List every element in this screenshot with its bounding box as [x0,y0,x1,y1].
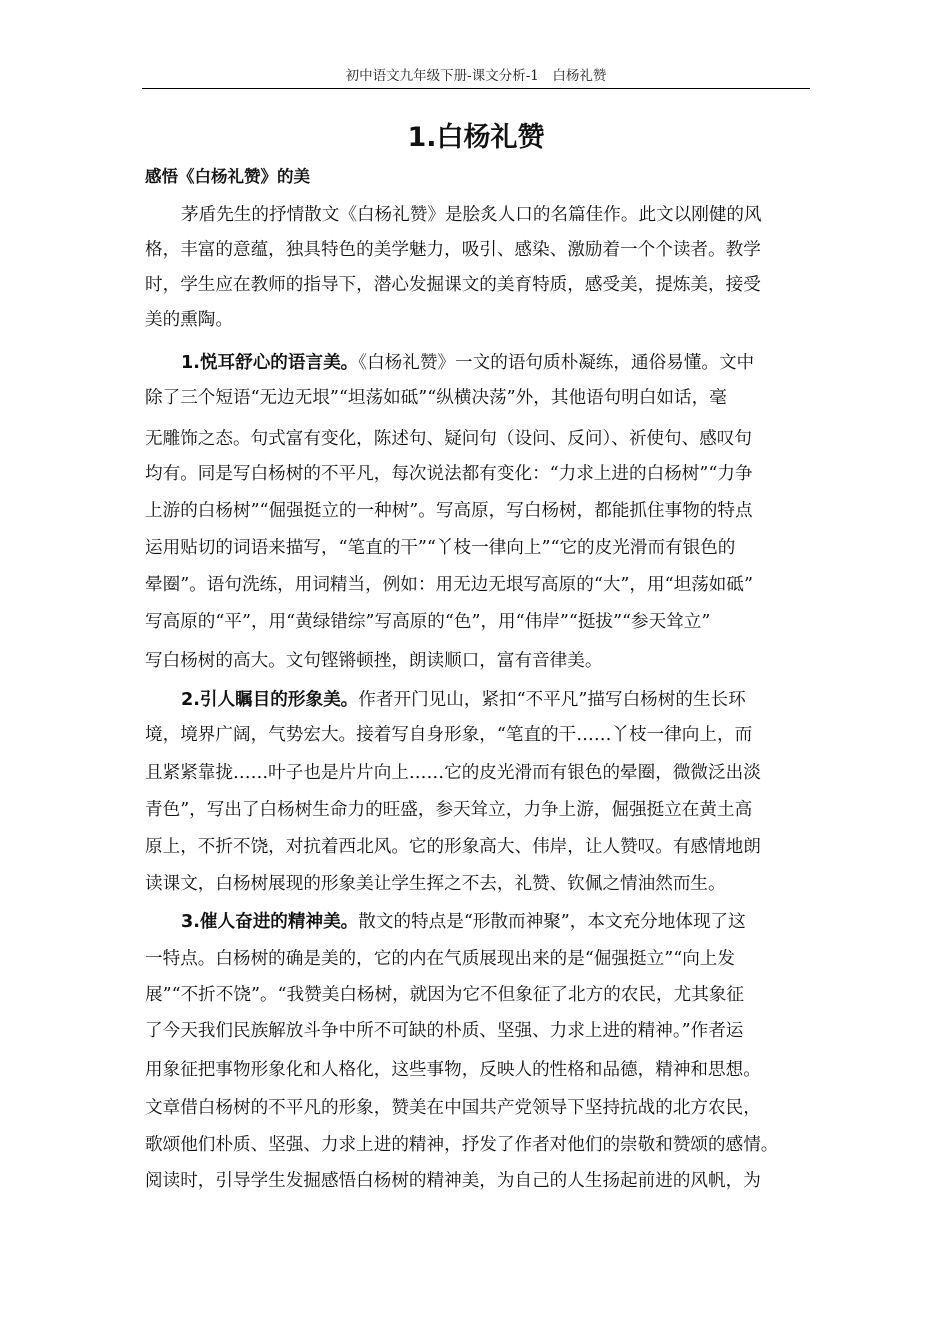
line-text: 上游的白杨树”“倔强挺立的一种树”。写高原，写白杨树，都能抓住事物的特点 [145,501,753,521]
line-text: 无雕饰之态。句式富有变化，陈述句、疑问句（设问、反问）、祈使句、感叹句 [145,429,752,449]
line-text: 茅盾先生的抒情散文《白杨礼赞》是脍炙人口的名篇佳作。此文以刚健的风 [181,205,762,225]
section-heading: 感悟《白杨礼赞》的美 [145,167,310,186]
line-text: 展”“不折不饶”。“我赞美白杨树，就因为它不但象征了北方的农民，尤其象征 [145,985,744,1005]
line-text: 时，学生应在教师的指导下，潜心发掘课文的美育特质，感受美，提炼美，接受 [145,275,761,295]
line-text: 运用贴切的词语来描写，“笔直的干”“丫枝一律向上”“它的皮光滑而有银色的 [145,538,736,558]
body-text-line [181,683,746,717]
line-text: 且紧紧靠拢……叶子也是片片向上……它的皮光滑而有银色的晕圈，微微泛出淡 [145,763,761,783]
body-text-line [145,942,735,976]
line-text: 歌颂他们朴质、坚强、力求上进的精神，抒发了作者对他们的崇敬和赞颂的感情。 [145,1135,779,1155]
body-text-line [145,978,744,1012]
body-text-line [145,867,726,901]
line-text: 散文的特点是“形散而神聚”，本文充分地体现了这 [358,912,746,932]
document-title: 1.白杨礼赞 [407,122,545,153]
body-text-line [181,905,746,939]
body-text-line [145,268,761,302]
body-text-line [145,830,761,864]
body-text-line [145,233,761,267]
body-text-line [145,531,735,565]
point-heading: 2.引人瞩目的形象美。 [181,690,359,710]
header-rule [142,88,810,89]
body-text-line [145,457,753,491]
body-text-line [145,1128,778,1162]
line-text: 除了三个短语“无边无垠”“坦荡如砥”“纵横决荡”外，其他语句明白如话，毫 [145,388,727,408]
body-text-line [181,198,762,232]
line-text: 文章借白杨树的不平凡的形象，赞美在中国共产党领导下坚持抗战的北方农民， [145,1098,761,1118]
line-text: 用象征把事物形象化和人格化，这些事物，反映人的性格和品德，精神和思想。 [145,1060,761,1080]
body-text-line [145,303,233,337]
line-text: 《白杨礼赞》一文的语句质朴凝练，通俗易懂。文中 [358,353,755,373]
body-text-line [145,718,752,752]
body-text-line [145,568,753,602]
body-text-line [145,1014,743,1048]
body-text-line [145,644,602,678]
line-text: 阅读时，引导学生发掘感悟白杨树的精神美，为自己的人生扬起前进的风帆，为 [145,1171,761,1191]
body-text-line [181,346,754,380]
running-header: 初中语文九年级下册-课文分析-1 白杨礼赞 [345,68,607,84]
line-text: 境，境界广阔，气势宏大。接着写自身形象，“笔直的干……丫枝一律向上，而 [145,725,753,745]
body-text-line [145,1053,761,1087]
body-text-line [145,756,761,790]
body-text-line [145,381,727,415]
line-text: 了今天我们民族解放斗争中所不可缺的朴质、坚强、力求上进的精神。”作者运 [145,1021,744,1041]
line-text: 青色”，写出了白杨树生命力的旺盛，参天耸立，力争上游，倔强挺立在黄土高 [145,800,753,820]
line-text: 写高原的“平”，用“黄绿错综”写高原的“色”，用“伟岸”“挺拔”“参天耸立” [145,612,711,632]
line-text: 作者开门见山，紧扣“不平凡”描写白杨树的生长环 [358,690,746,710]
line-text: 晕圈”。语句洗练，用词精当，例如：用无边无垠写高原的“大”，用“坦荡如砥” [145,575,753,595]
line-text: 一特点。白杨树的确是美的，它的内在气质展现出来的是“倔强挺立”“向上发 [145,949,735,969]
line-text: 原上，不折不饶，对抗着西北风。它的形象高大、伟岸，让人赞叹。有感情地朗 [145,837,761,857]
point-heading: 3.催人奋进的精神美。 [181,912,359,932]
line-text: 均有。同是写白杨树的不平凡，每次说法都有变化：“力求上进的白杨树”“力争 [145,464,753,484]
body-text-line [145,494,753,528]
line-text: 美的熏陶。 [145,310,233,330]
point-heading: 1.悦耳舒心的语言美。 [181,353,359,373]
body-text-line [145,1164,761,1198]
line-text: 写白杨树的高大。文句铿锵顿挫，朗读顺口，富有音律美。 [145,651,603,671]
body-text-line [145,1091,761,1125]
line-text: 格，丰富的意蕴，独具特色的美学魅力，吸引、感染、激励着一个个读者。教学 [145,240,761,260]
body-text-line [145,605,710,639]
body-text-line [145,422,752,456]
line-text: 读课文，白杨树展现的形象美让学生挥之不去，礼赞、钦佩之情油然而生。 [145,874,726,894]
body-text-line [145,793,752,827]
